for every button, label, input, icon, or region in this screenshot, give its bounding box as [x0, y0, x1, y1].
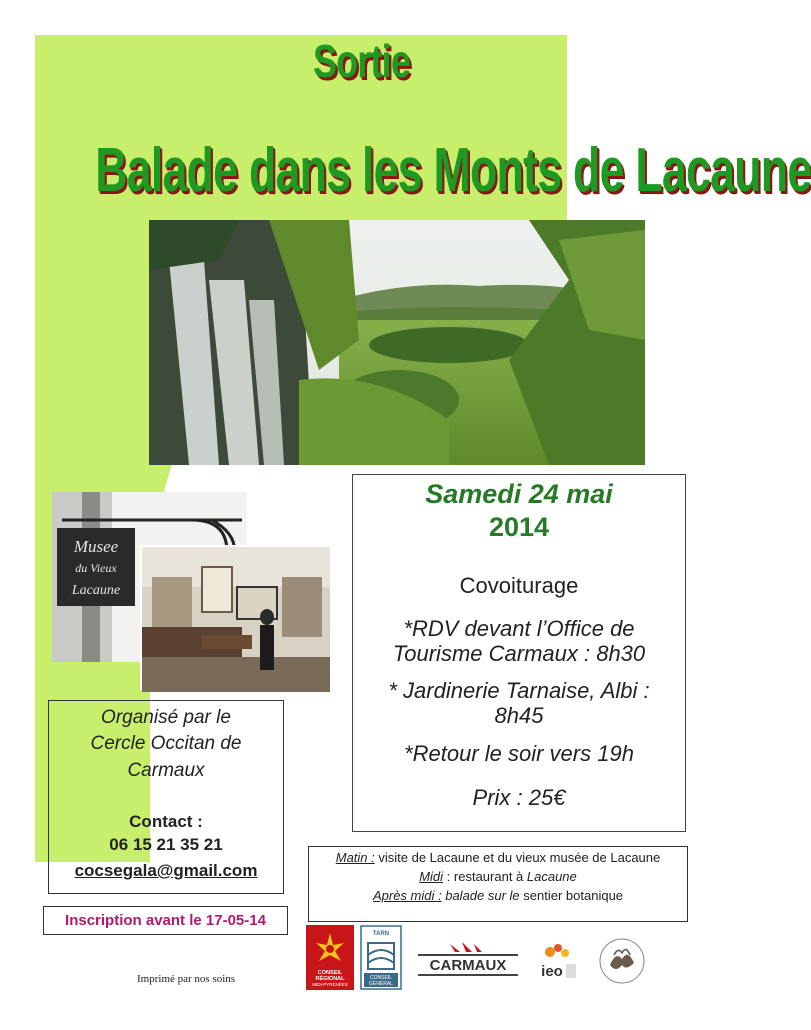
organizer-line-3: Carmaux — [127, 760, 205, 781]
jardinerie-line-2: 8h45 — [494, 703, 544, 728]
sign-text-musee: Musee — [73, 537, 119, 556]
contact-email[interactable]: cocsegala@gmail.com — [74, 861, 258, 880]
contact-label: Contact : — [129, 812, 203, 831]
tarn-logo-text-2: CONSEIL — [370, 975, 392, 981]
cercle-occitan-logo — [596, 935, 648, 987]
rdv-line-1: *RDV devant l’Office de — [403, 616, 635, 641]
sign-text-vieux: du Vieux — [75, 561, 117, 575]
program-box — [308, 846, 688, 922]
midi-text: : restaurant à — [443, 869, 527, 884]
rdv-info — [353, 616, 685, 666]
organizer-line-1: Organisé par le — [101, 707, 231, 728]
apres-midi-label: Après midi : — [372, 888, 442, 903]
carmaux-logo-text: CARMAUX — [429, 957, 507, 974]
apres-midi-text-2: sentier botanique — [519, 888, 624, 903]
printed-note: Imprimé par nos soins — [137, 973, 236, 985]
title-balade: Balade dans les Monts de Lacaune — [95, 136, 811, 205]
region-logo-text-1: CONSEIL — [317, 970, 343, 976]
contact-phone[interactable]: 06 15 21 35 21 — [109, 835, 223, 854]
event-date: Samedi 24 mai — [425, 479, 613, 509]
price: Prix : 25€ — [472, 785, 566, 810]
museum-interior-photo — [140, 545, 328, 690]
apres-midi-text: balade sur le — [441, 888, 520, 903]
ieo-logo — [538, 940, 578, 985]
jardinerie-info — [353, 678, 685, 728]
rdv-line-2: Tourisme Carmaux : 8h30 — [392, 641, 646, 666]
tarn-logo — [360, 925, 402, 990]
carmaux-logo — [410, 938, 525, 983]
region-logo-text-3: MIDI-PYRÉNÉES — [312, 982, 348, 987]
event-year: 2014 — [488, 512, 550, 542]
landscape-waterfall-photo — [149, 220, 645, 465]
organizer-line-2: Cercle Occitan de — [90, 733, 242, 754]
program-apres-midi — [309, 886, 687, 905]
midi-label: Midi — [419, 869, 444, 884]
tarn-logo-text-3: GÉNÉRAL — [369, 981, 393, 987]
return-time: *Retour le soir vers 19h — [404, 741, 634, 766]
inscription-deadline: Inscription avant le 17-05-14 — [43, 906, 288, 935]
jardinerie-line-1: * Jardinerie Tarnaise, Albi : — [388, 678, 650, 703]
matin-text: visite de Lacaune et du vieux musée de Lacaune — [374, 850, 661, 865]
region-logo-text-2: RÉGIONAL — [315, 976, 345, 982]
program-matin — [309, 848, 687, 867]
program-midi — [309, 867, 687, 886]
midi-place: Lacaune — [526, 869, 577, 884]
covoiturage-heading: Covoiturage — [459, 573, 579, 598]
event-info-box — [352, 474, 686, 832]
region-logo — [306, 925, 354, 990]
sign-text-lacaune: Lacaune — [71, 583, 121, 598]
organizer-box — [48, 700, 284, 894]
tarn-logo-text: TARN — [372, 931, 390, 937]
matin-label: Matin : — [335, 850, 375, 865]
ieo-logo-text: ieo — [541, 963, 563, 980]
title-sortie: Sortie — [312, 35, 411, 87]
